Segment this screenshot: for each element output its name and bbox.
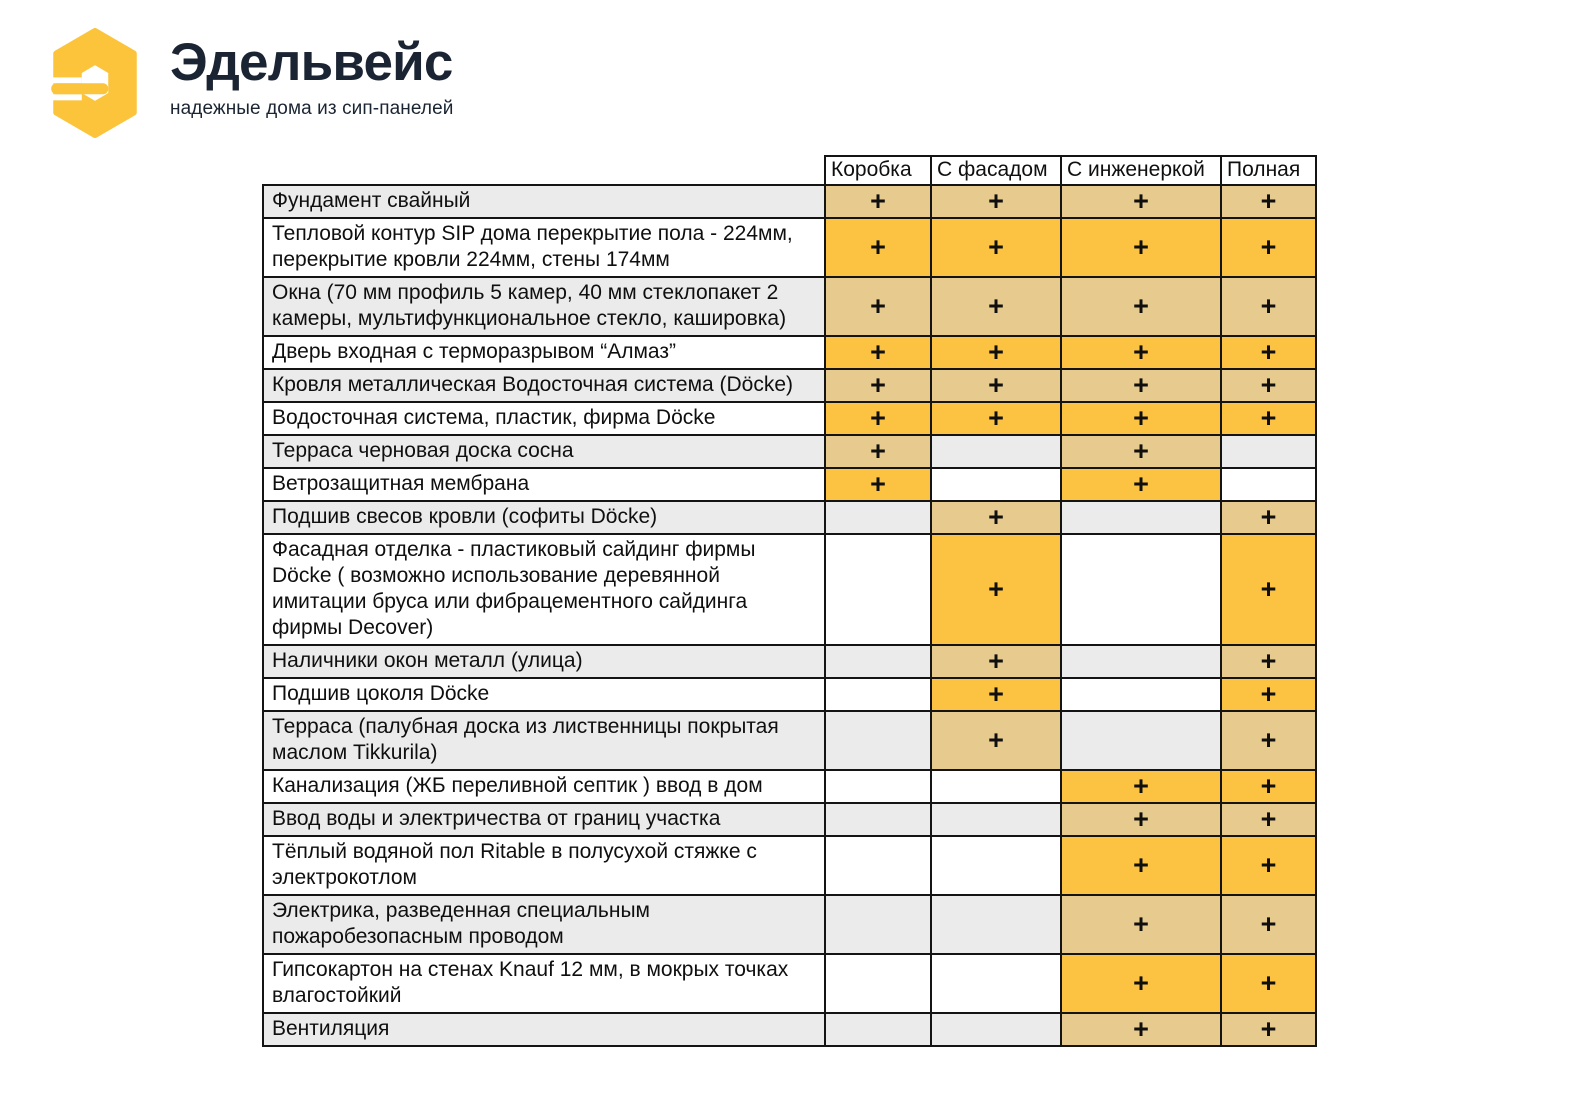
empty-cell [825,501,931,534]
included-cell: + [1221,534,1316,645]
included-cell: + [1221,501,1316,534]
empty-cell [931,803,1061,836]
included-cell: + [1221,770,1316,803]
included-cell: + [825,277,931,336]
brand-name: Эдельвейс [170,33,453,92]
row-label: Подшив цоколя Döcke [263,678,825,711]
included-cell: + [825,218,931,277]
included-cell: + [931,678,1061,711]
empty-cell [931,435,1061,468]
empty-cell [931,836,1061,895]
included-cell: + [1221,645,1316,678]
table-body [263,185,1316,1046]
logo-lower-slot [48,94,82,100]
included-cell: + [1221,369,1316,402]
included-cell: + [931,711,1061,770]
included-cell: + [1221,836,1316,895]
empty-cell [825,534,931,645]
empty-cell [1221,435,1316,468]
empty-cell [825,678,931,711]
included-cell: + [1061,277,1221,336]
included-cell: + [825,185,931,218]
empty-cell [825,803,931,836]
included-cell: + [1221,277,1316,336]
included-cell: + [1061,402,1221,435]
column-header-1: Коробка [825,156,931,185]
empty-cell [1061,501,1221,534]
included-cell: + [931,402,1061,435]
included-cell: + [1221,218,1316,277]
included-cell: + [825,435,931,468]
header-row [263,156,1316,185]
brand-tagline: надежные дома из сип-панелей [170,98,454,120]
included-cell: + [931,534,1061,645]
empty-cell [931,954,1061,1013]
row-label: Канализация (ЖБ переливной септик ) ввод в дом [263,770,825,803]
row-label: Подшив свесов кровли (софиты Döcke) [263,501,825,534]
empty-cell [1221,468,1316,501]
included-cell: + [1061,435,1221,468]
table-row [263,435,1316,468]
included-cell: + [1061,1013,1221,1046]
table-row [263,277,1316,336]
table-row [263,711,1316,770]
table-row [263,501,1316,534]
empty-cell [825,770,931,803]
included-cell: + [1221,336,1316,369]
included-cell: + [825,468,931,501]
included-cell: + [1221,185,1316,218]
included-cell: + [931,369,1061,402]
table-row [263,468,1316,501]
empty-cell [825,645,931,678]
included-cell: + [1061,895,1221,954]
empty-cell [825,954,931,1013]
column-header-2: С фасадом [931,156,1061,185]
brand-text-block [170,28,453,120]
logo-middle-bar [51,83,108,94]
included-cell: + [825,369,931,402]
included-cell: + [1061,336,1221,369]
logo-upper-slot [48,77,82,83]
included-cell: + [1061,836,1221,895]
row-label: Ввод воды и электричества от границ участка [263,803,825,836]
included-cell: + [1061,185,1221,218]
table-row [263,336,1316,369]
column-header-3: С инженеркой [1061,156,1221,185]
row-label: Терраса (палубная доска из лиственницы покрытая маслом Tikkurila) [263,711,825,770]
table-row [263,895,1316,954]
included-cell: + [1221,402,1316,435]
included-cell: + [1061,218,1221,277]
row-label: Ветрозащитная мембрана [263,468,825,501]
included-cell: + [825,402,931,435]
included-cell: + [1221,711,1316,770]
included-cell: + [1061,803,1221,836]
included-cell: + [1061,770,1221,803]
header-spacer [263,156,825,185]
table-row [263,836,1316,895]
included-cell: + [1061,954,1221,1013]
included-cell: + [931,501,1061,534]
empty-cell [825,1013,931,1046]
table-row [263,954,1316,1013]
included-cell: + [1221,803,1316,836]
row-label: Терраса черновая доска сосна [263,435,825,468]
included-cell: + [1221,895,1316,954]
brand-header [48,28,453,138]
table-row [263,218,1316,277]
included-cell: + [931,336,1061,369]
table-header [263,156,1316,185]
row-label: Наличники окон металл (улица) [263,645,825,678]
column-header-4: Полная [1221,156,1316,185]
package-comparison-table [262,155,1317,1047]
included-cell: + [931,645,1061,678]
row-label: Водосточная система, пластик, фирма Döcke [263,402,825,435]
empty-cell [931,895,1061,954]
row-label: Электрика, разведенная специальным пожаробезопасным проводом [263,895,825,954]
empty-cell [825,711,931,770]
empty-cell [931,770,1061,803]
row-label: Фасадная отделка - пластиковый сайдинг фирмы Döcke ( возможно использование деревянной имитации бруса или фибрацементного сайдинга фирмы Decover) [263,534,825,645]
included-cell: + [1221,1013,1316,1046]
brand-logo-hexagon-icon [48,28,142,138]
empty-cell [1061,678,1221,711]
row-label: Окна (70 мм профиль 5 камер, 40 мм стеклопакет 2 камеры, мультифункциональное стекло, кашировка) [263,277,825,336]
table-row [263,678,1316,711]
table-row [263,770,1316,803]
empty-cell [931,1013,1061,1046]
included-cell: + [1221,678,1316,711]
empty-cell [825,836,931,895]
row-label: Вентиляция [263,1013,825,1046]
row-label: Тёплый водяной пол Ritable в полусухой стяжке с электрокотлом [263,836,825,895]
row-label: Кровля металлическая Водосточная система (Döcke) [263,369,825,402]
included-cell: + [825,336,931,369]
included-cell: + [931,185,1061,218]
row-label: Гипсокартон на стенах Knauf 12 мм, в мокрых точках влагостойкий [263,954,825,1013]
table-row [263,645,1316,678]
included-cell: + [1061,468,1221,501]
included-cell: + [1221,954,1316,1013]
table-row [263,402,1316,435]
empty-cell [1061,534,1221,645]
table-row [263,534,1316,645]
empty-cell [1061,711,1221,770]
row-label: Тепловой контур SIP дома перекрытие пола - 224мм, перекрытие кровли 224мм, стены 174мм [263,218,825,277]
included-cell: + [931,218,1061,277]
included-cell: + [1061,369,1221,402]
row-label: Дверь входная с терморазрывом “Алмаз” [263,336,825,369]
table-row [263,1013,1316,1046]
table-row [263,185,1316,218]
table-row [263,803,1316,836]
table-row [263,369,1316,402]
row-label: Фундамент свайный [263,185,825,218]
included-cell: + [931,277,1061,336]
empty-cell [1061,645,1221,678]
empty-cell [825,895,931,954]
empty-cell [931,468,1061,501]
